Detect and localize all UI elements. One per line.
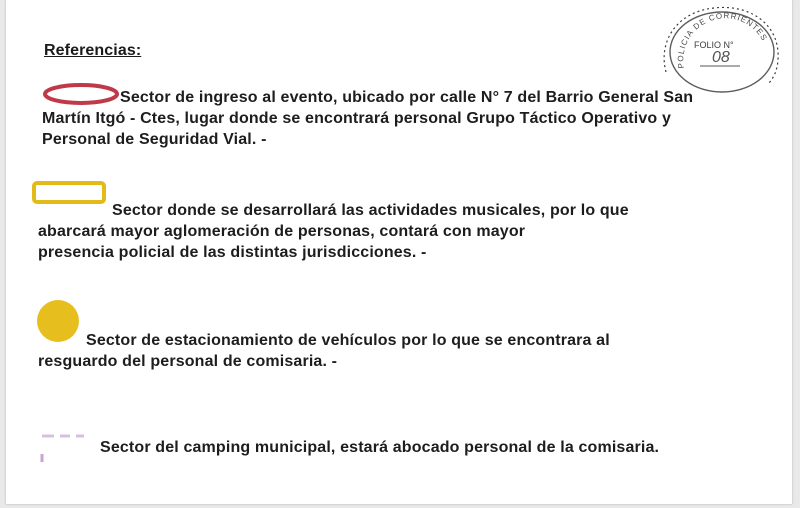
reference-3-line-1: Sector de estacionamiento de vehículos por lo que se encontrara al	[86, 332, 610, 349]
stamp-seal-icon	[656, 2, 782, 94]
police-stamp	[656, 2, 782, 94]
reference-3-line-2: resguardo del personal de comisaria. -	[38, 353, 338, 370]
references-heading: Referencias:	[44, 42, 142, 59]
reference-2-line-2: abarcará mayor aglomeración de personas, contará con mayor	[38, 223, 526, 240]
reference-1-line-3: Personal de Seguridad Vial. -	[42, 131, 267, 148]
reference-1-line-2: Martín Itgó - Ctes, lugar donde se encontrará personal Grupo Táctico Operativo y	[42, 110, 671, 127]
red-ellipse-outline-icon	[42, 82, 120, 106]
stamp-folio-label: FOLIO N°	[694, 40, 734, 50]
reference-2-line-3: presencia policial de las distintas jurisdicciones. -	[38, 244, 427, 261]
stamp-folio-number: 08	[712, 49, 730, 66]
reference-4-line-1: Sector del camping municipal, estará abocado personal de la comisaria.	[100, 439, 660, 456]
reference-1-line-1: Sector de ingreso al evento, ubicado por calle N° 7 del Barrio General San	[120, 89, 694, 106]
yellow-rectangle-outline-icon	[30, 178, 110, 208]
purple-dashed-line-icon	[32, 432, 102, 466]
document-page	[6, 0, 792, 504]
reference-2-line-1: Sector donde se desarrollará las actividades musicales, por lo que	[112, 202, 629, 219]
yellow-filled-circle-icon	[36, 298, 82, 344]
stamp-arc-text: POLICIA DE CORRIENTES	[676, 11, 770, 69]
